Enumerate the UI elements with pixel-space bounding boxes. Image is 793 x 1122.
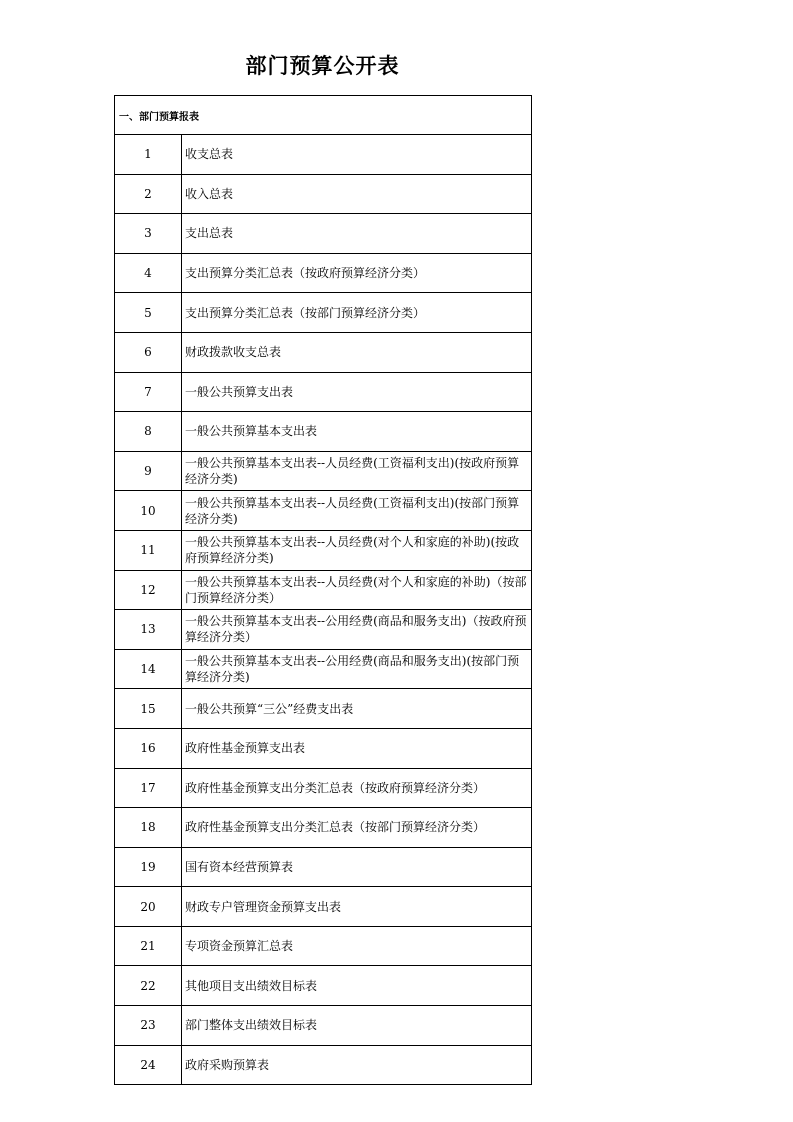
row-number: 7 bbox=[115, 372, 182, 412]
table-row bbox=[115, 926, 532, 966]
report-name: 一般公共预算基本支出表--人员经费(工资福利支出)(按部门预算经济分类) bbox=[182, 491, 532, 531]
row-number: 14 bbox=[115, 649, 182, 689]
report-name: 财政拨款收支总表 bbox=[182, 332, 532, 372]
row-number: 3 bbox=[115, 214, 182, 254]
report-name: 支出预算分类汇总表（按部门预算经济分类） bbox=[182, 293, 532, 333]
row-number: 21 bbox=[115, 926, 182, 966]
row-number: 23 bbox=[115, 1006, 182, 1046]
row-number: 18 bbox=[115, 808, 182, 848]
report-name: 其他项目支出绩效目标表 bbox=[182, 966, 532, 1006]
table-row bbox=[115, 174, 532, 214]
table-row bbox=[115, 1006, 532, 1046]
row-number: 15 bbox=[115, 689, 182, 729]
report-name: 一般公共预算基本支出表 bbox=[182, 412, 532, 452]
page-title: 部门预算公开表 bbox=[245, 54, 400, 78]
report-name: 支出总表 bbox=[182, 214, 532, 254]
row-number: 5 bbox=[115, 293, 182, 333]
table-row bbox=[115, 372, 532, 412]
row-number: 10 bbox=[115, 491, 182, 531]
section-header: 一、部门预算报表 bbox=[115, 96, 532, 135]
budget-report-table bbox=[114, 95, 532, 1085]
table-row bbox=[115, 491, 532, 531]
report-name: 部门整体支出绩效目标表 bbox=[182, 1006, 532, 1046]
report-name: 政府性基金预算支出分类汇总表（按政府预算经济分类） bbox=[182, 768, 532, 808]
report-name: 收支总表 bbox=[182, 135, 532, 175]
table-row bbox=[115, 332, 532, 372]
table-row bbox=[115, 570, 532, 610]
report-name: 一般公共预算基本支出表--人员经费(对个人和家庭的补助)(按政府预算经济分类) bbox=[182, 530, 532, 570]
row-number: 2 bbox=[115, 174, 182, 214]
table-row bbox=[115, 728, 532, 768]
row-number: 22 bbox=[115, 966, 182, 1006]
report-name: 收入总表 bbox=[182, 174, 532, 214]
row-number: 16 bbox=[115, 728, 182, 768]
table-row bbox=[115, 808, 532, 848]
table-row bbox=[115, 887, 532, 927]
row-number: 4 bbox=[115, 253, 182, 293]
table-row bbox=[115, 847, 532, 887]
row-number: 20 bbox=[115, 887, 182, 927]
row-number: 11 bbox=[115, 530, 182, 570]
table-row bbox=[115, 253, 532, 293]
row-number: 13 bbox=[115, 610, 182, 650]
table-row bbox=[115, 451, 532, 491]
table-row bbox=[115, 412, 532, 452]
report-name: 一般公共预算基本支出表--人员经费(对个人和家庭的补助)（按部门预算经济分类） bbox=[182, 570, 532, 610]
row-number: 6 bbox=[115, 332, 182, 372]
report-name: 专项资金预算汇总表 bbox=[182, 926, 532, 966]
table-row bbox=[115, 610, 532, 650]
row-number: 1 bbox=[115, 135, 182, 175]
table-row bbox=[115, 689, 532, 729]
report-name: 一般公共预算“三公”经费支出表 bbox=[182, 689, 532, 729]
table-row bbox=[115, 214, 532, 254]
table-row bbox=[115, 966, 532, 1006]
report-name: 政府性基金预算支出分类汇总表（按部门预算经济分类） bbox=[182, 808, 532, 848]
report-name: 政府性基金预算支出表 bbox=[182, 728, 532, 768]
row-number: 17 bbox=[115, 768, 182, 808]
table-row bbox=[115, 768, 532, 808]
row-number: 8 bbox=[115, 412, 182, 452]
report-name: 一般公共预算基本支出表--人员经费(工资福利支出)(按政府预算经济分类) bbox=[182, 451, 532, 491]
report-name: 一般公共预算基本支出表--公用经费(商品和服务支出)(按部门预算经济分类) bbox=[182, 649, 532, 689]
report-name: 国有资本经营预算表 bbox=[182, 847, 532, 887]
section-header-row bbox=[115, 96, 532, 135]
row-number: 9 bbox=[115, 451, 182, 491]
report-name: 财政专户管理资金预算支出表 bbox=[182, 887, 532, 927]
table-row bbox=[115, 293, 532, 333]
table-row bbox=[115, 1045, 532, 1085]
row-number: 12 bbox=[115, 570, 182, 610]
report-name: 一般公共预算基本支出表--公用经费(商品和服务支出)（按政府预算经济分类） bbox=[182, 610, 532, 650]
row-number: 19 bbox=[115, 847, 182, 887]
table-row bbox=[115, 530, 532, 570]
report-name: 支出预算分类汇总表（按政府预算经济分类） bbox=[182, 253, 532, 293]
row-number: 24 bbox=[115, 1045, 182, 1085]
table-row bbox=[115, 135, 532, 175]
report-name: 一般公共预算支出表 bbox=[182, 372, 532, 412]
report-name: 政府采购预算表 bbox=[182, 1045, 532, 1085]
table-row bbox=[115, 649, 532, 689]
